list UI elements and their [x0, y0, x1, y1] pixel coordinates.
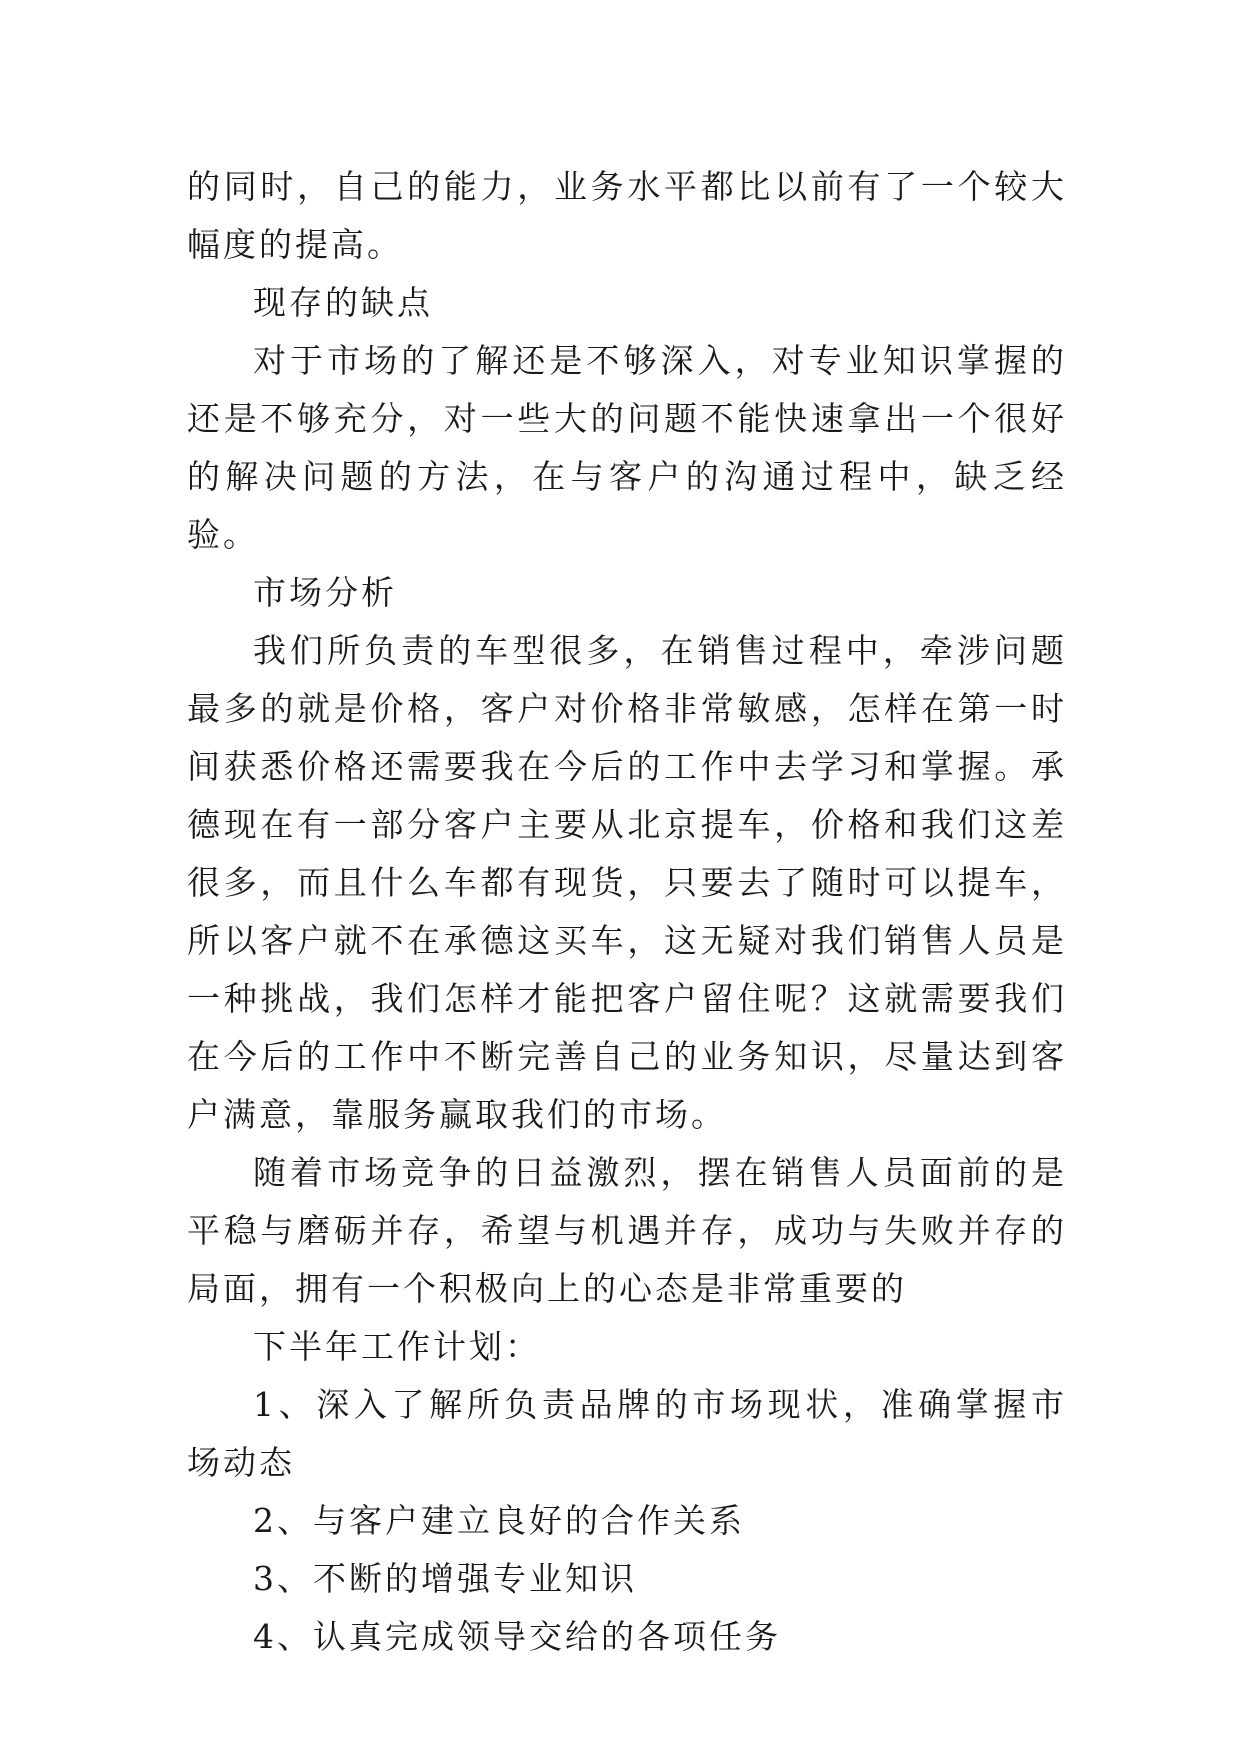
paragraph-market-analysis: 我们所负责的车型很多，在销售过程中，牵涉问题最多的就是价格，客户对价格非常敏感，怎样在第一时间获悉价格还需要我在今后的工作中去学习和掌握。承德现在有一部分客户主要从北京提车，价格和我们这差很多，而且什么车都有现货，只要去了随时可以提车，所以客户就不在承德这买车，这无疑对我们销售人员是一种挑战，我们怎样才能把客户留住呢？这就需要我们在今后的工作中不断完善自己的业务知识，尽量达到客户满意，靠服务赢取我们的市场。 — [187, 631, 1067, 1134]
section-heading-market-analysis: 市场分析 — [253, 573, 397, 612]
paragraph-competition: 随着市场竞争的日益激烈，摆在销售人员面前的是平稳与磨砺并存，希望与机遇并存，成功与失败并存的局面，拥有一个积极向上的心态是非常重要的 — [187, 1153, 1067, 1308]
section-heading-shortcomings: 现存的缺点 — [253, 283, 433, 322]
paragraph-shortcomings: 对于市场的了解还是不够深入，对专业知识掌握的还是不够充分，对一些大的问题不能快速拿出一个很好的解决问题的方法，在与客户的沟通过程中，缺乏经验。 — [187, 341, 1067, 554]
plan-item-2: 2、与客户建立良好的合作关系 — [253, 1501, 745, 1540]
document-body — [187, 158, 1067, 1666]
paragraph-continuation: 的同时，自己的能力，业务水平都比以前有了一个较大幅度的提高。 — [187, 167, 1067, 264]
plan-item-4: 4、认真完成领导交给的各项任务 — [253, 1617, 781, 1656]
section-heading-work-plan: 下半年工作计划： — [253, 1327, 541, 1366]
plan-item-3: 3、不断的增强专业知识 — [253, 1559, 637, 1598]
plan-item-1: 1、深入了解所负责品牌的市场现状，准确掌握市场动态 — [187, 1385, 1067, 1482]
